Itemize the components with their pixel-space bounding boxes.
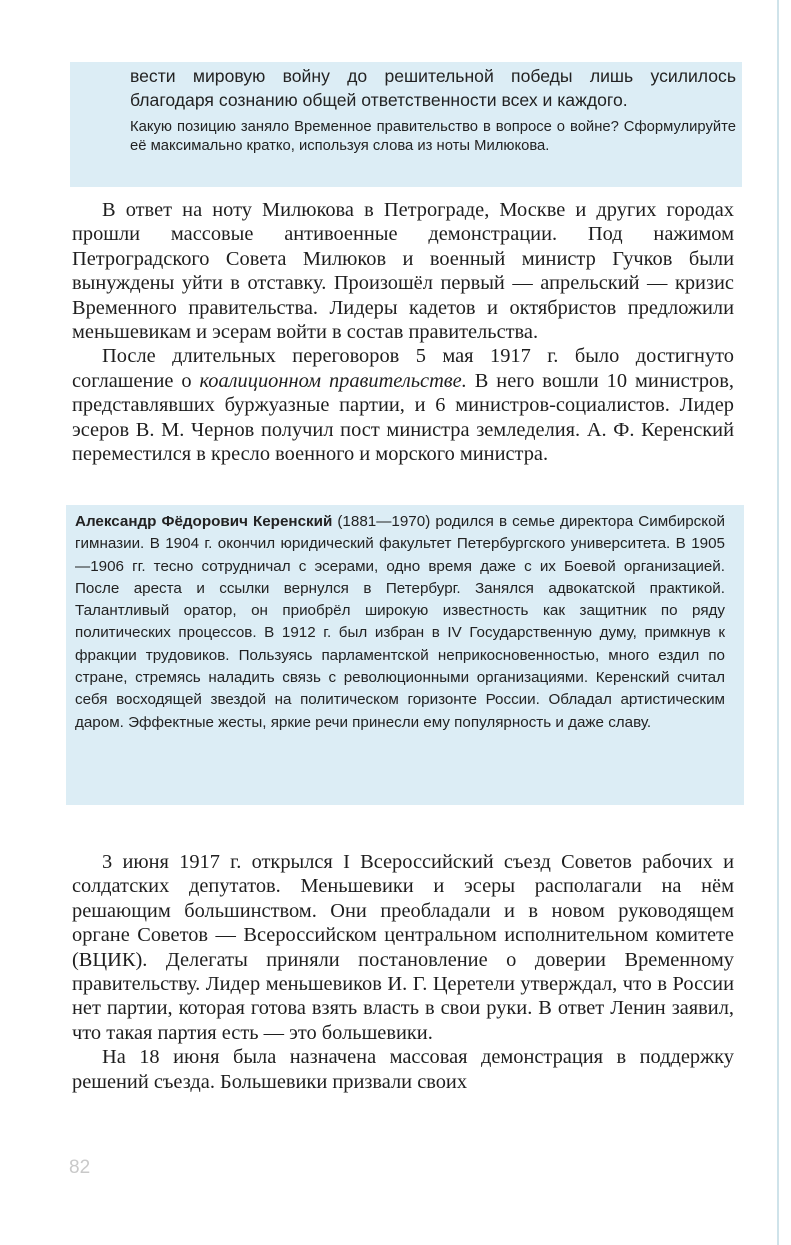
biography-name: Александр Фёдорович Керенский bbox=[75, 513, 333, 530]
paragraph-demonstration-june: На 18 июня была назначена массовая демонстрация в поддержку решений съезда. Большевики призвали своих bbox=[72, 1046, 734, 1093]
paragraph-coalition bbox=[72, 344, 734, 466]
coalition-text-end: В него вошли 10 министров, представлявших буржуазные партии, и 6 министров-социалистов. Лидер эсеров В. М. Чернов получил пост министра земледелия. А. Ф. Керенский переместился в кресло военного и морского министра. bbox=[72, 369, 734, 466]
main-text-section-2 bbox=[72, 850, 734, 1094]
main-text-section-1 bbox=[72, 198, 734, 466]
page-edge-line bbox=[777, 0, 779, 1245]
coalition-term: коалиционном правительстве. bbox=[199, 369, 467, 392]
coalition-text-start: После длительных переговоров 5 мая 1917 г. было достигнуто соглашение о bbox=[72, 345, 734, 392]
page-number: 82 bbox=[69, 1157, 91, 1178]
paragraph-soviet-congress: 3 июня 1917 г. открылся I Всероссийский съезд Советов рабочих и солдатских депутатов. Меньшевики и эсеры располагали на нём решающим большинством. Они преобладали и в новом руководящем органе Советов — Всероссийском центральном исполнительном комитете (ВЦИК). Делегаты приняли постановление о доверии Временному правительству. Лидер меньшевиков И. Г. Церетели утверждал, что в России нет партии, которая готова взять власть в свои руки. В ответ Ленин заявил, что такая партия есть — это большевики. bbox=[72, 851, 734, 1044]
document-quote: вести мировую войну до решительной победы лишь усилилось благодаря сознанию общей ответственности всех и каждого. bbox=[130, 66, 736, 110]
biography-body: (1881—1970) родился в семье директора Симбирской гимназии. В 1904 г. окончил юридический факультет Петербургского университета. В 1905—1906 гг. тесно сотрудничал с эсерами, одно время даже с их Боевой организацией. После ареста и ссылки вернулся в Петербург. Занялся адвокатской практикой. Талантливый оратор, он приобрёл широкую известность как защитник по ряду политических процессов. В 1912 г. был избран в IV Государственную думу, примкнув к фракции трудовиков. Пользуясь парламентской неприкосновенностью, много ездил по стране, стремясь наладить связь с революционными организациями. Керенский считал себя восходящей звездой на политическом горизонте России. Обладал артистическим даром. Эффектные жесты, яркие речи принесли ему популярность и даже славу. bbox=[75, 513, 725, 731]
paragraph-demonstrations: В ответ на ноту Милюкова в Петрограде, Москве и других городах прошли массовые антивоенные демонстрации. Под нажимом Петроградского Совета Милюков и военный министр Гучков были вынуждены уйти в отставку. Произошёл первый — апрельский — кризис Временного правительства. Лидеры кадетов и октябристов предложили меньшевикам и эсерам войти в состав правительства. bbox=[72, 199, 734, 344]
biography-kerensky bbox=[75, 511, 725, 734]
question-prompt: Какую позицию заняло Временное правительство в вопросе о войне? Сформулируйте её максимально кратко, используя слова из ноты Милюкова. bbox=[130, 119, 736, 154]
